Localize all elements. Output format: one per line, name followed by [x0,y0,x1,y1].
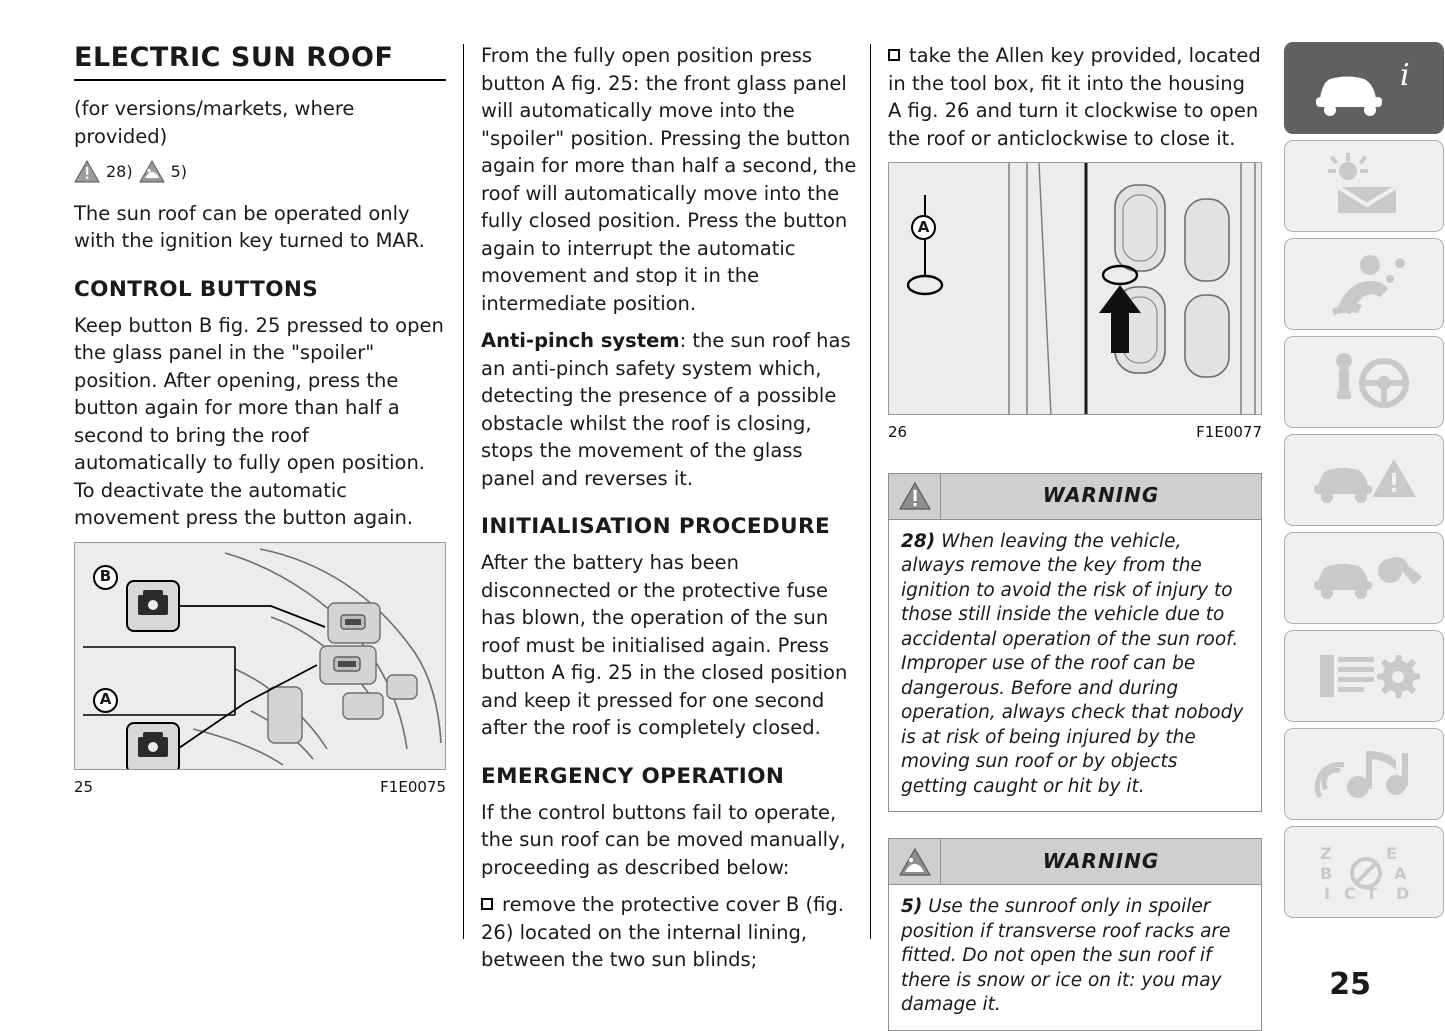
square-bullet-icon [481,898,493,910]
page-number: 25 [1329,967,1371,1002]
heading-emergency-operation: EMERGENCY OPERATION [481,763,785,789]
figure-25-label-a: A [93,688,118,713]
svg-text:i: i [1400,58,1410,93]
warning-triangle-icon [74,160,100,183]
tab-alphabetical-index[interactable] [1284,826,1444,918]
music-note-icon [1304,739,1424,809]
spec-list-gear-icon [1304,641,1424,711]
column-divider-2 [870,44,871,939]
column-right [888,42,1262,1031]
warning-ref-28: 28) [106,162,133,181]
warning-box-1-body [888,520,1262,813]
car-wrench-icon [1304,543,1424,613]
tab-lights-and-messages[interactable] [1284,140,1444,232]
figure-25-code: F1E0075 [380,777,446,796]
svg-text:T: T [1366,884,1377,903]
warning-2-ref: 5) [901,896,923,917]
warning-1-text: When leaving the vehicle, always remove the key from the ignition to avoid the risk of injury to those still inside the vehicle due to accidental operation of the sun roof. Improper use of the roof can be dangerous. Before and during operation, always check that nobody is at risk of being injured by the moving sun roof or by objects getting caught or hit by it. [901,530,1244,797]
car-info-icon [1304,55,1424,121]
svg-text:E: E [1386,844,1397,863]
control-buttons-paragraph: Keep button B fig. 25 pressed to open the glass panel in the "spoiler" position. After opening, press the button again for more than half a second to bring the roof automatically to fully open position. To deactivate the automatic movement press the button again. [74,313,444,529]
light-envelope-icon [1304,151,1424,221]
caution-triangle-icon [139,160,165,183]
paragraph-emergency: If the control buttons fail to operate, the sun roof can be moved manually, proceeding as described below: [481,800,846,879]
column-middle [481,42,857,984]
heading-initialisation-procedure: INITIALISATION PROCEDURE [481,514,831,539]
anti-pinch-text: : the sun roof has an anti-pinch safety system which, detecting the presence of a possible obstacle whilst the roof is closing, stops the movement of the glass panel and reverses it. [481,329,851,490]
column-left [74,42,446,801]
page-title: ELECTRIC SUN ROOF [74,42,394,73]
bullet-remove-cover-text: remove the protective cover B (fig. 26) located on the internal lining, between the two sun blinds; [481,893,844,971]
warning-label-1: WARNING [940,473,1262,520]
figure-26-caption [888,419,1262,447]
warning-ref-5: 5) [170,162,188,181]
alphabet-index-icon [1304,837,1424,907]
warning-label-2: WARNING [940,838,1262,885]
paragraph-open-position: From the fully open position press button A fig. 25: the front glass panel will automatically move into the "spoiler" position. Pressing the button again for more than half a second, the roof will automatically move into the fully closed position. Press the button again to interrupt the automatic movement and stop it in the intermediate position. [481,44,857,315]
svg-text:Z: Z [1320,844,1332,863]
figure-26-code: F1E0077 [1196,423,1262,441]
bullet-allen-key-text: take the Allen key provided, located in the tool box, fit it into the housing A fig. 26 and turn it clockwise to open the roof or anticlockwise to close it. [888,44,1261,150]
section-tab-rail [1284,42,1444,924]
tab-emergency[interactable] [1284,434,1444,526]
tab-dashboard-info[interactable] [1284,42,1444,134]
heading-control-buttons: CONTROL BUTTONS [74,276,319,302]
figure-25-illustration [75,543,446,770]
warning-2-text: Use the sunroof only in spoiler position if transverse roof racks are fitted. Do not open the sun roof if there is snow or ice on it: you may damage it. [901,896,1231,1015]
paragraph-anti-pinch [481,327,857,492]
warning-reference-line [74,158,446,186]
svg-text:B: B [1320,864,1333,883]
warning-triangle-icon-large [888,473,940,520]
subtitle: (for versions/markets, where provided) [74,97,355,148]
figure-25-label-b: B [93,565,118,590]
figure-26-illustration [889,163,1262,415]
bullet-remove-cover [481,891,857,974]
figure-26 [888,162,1262,415]
svg-text:I: I [1324,884,1330,903]
paragraph-initialisation: After the battery has been disconnected or the protective fuse has blown, the operation of the sun roof must be initialised again. Press button A fig. 25 in the closed position and keep it pressed for one second after the roof is completely closed. [481,551,848,739]
warning-box-1-header [888,473,1262,520]
intro-paragraph: The sun roof can be operated only with the ignition key turned to MAR. [74,201,425,252]
warning-1-ref: 28) [901,530,936,552]
column-divider-1 [463,44,464,939]
figure-26-label-a: A [911,215,936,240]
tab-multimedia[interactable] [1284,728,1444,820]
warning-box-2-header [888,838,1262,885]
figure-25-number: 25 [74,777,94,796]
figure-26-number: 26 [888,423,908,441]
svg-text:A: A [1394,864,1407,883]
tab-maintenance-and-care[interactable] [1284,532,1444,624]
tab-technical-specifications[interactable] [1284,630,1444,722]
anti-pinch-label: Anti-pinch system [481,329,680,352]
steering-wheel-icon [1304,347,1424,417]
occupant-restraint-icon [1304,249,1424,319]
tab-safety-seatbelt[interactable] [1284,238,1444,330]
svg-text:D: D [1396,884,1410,903]
warning-box-2-body [888,885,1262,1031]
figure-25 [74,542,446,770]
caution-triangle-icon-large [888,838,940,885]
tab-starting-and-driving[interactable] [1284,336,1444,428]
title-rule [74,79,446,81]
square-bullet-icon-2 [888,49,900,61]
figure-25-caption [74,774,446,802]
svg-text:C: C [1344,884,1356,903]
hazard-vehicle-icon [1304,445,1424,515]
bullet-allen-key [888,42,1262,152]
